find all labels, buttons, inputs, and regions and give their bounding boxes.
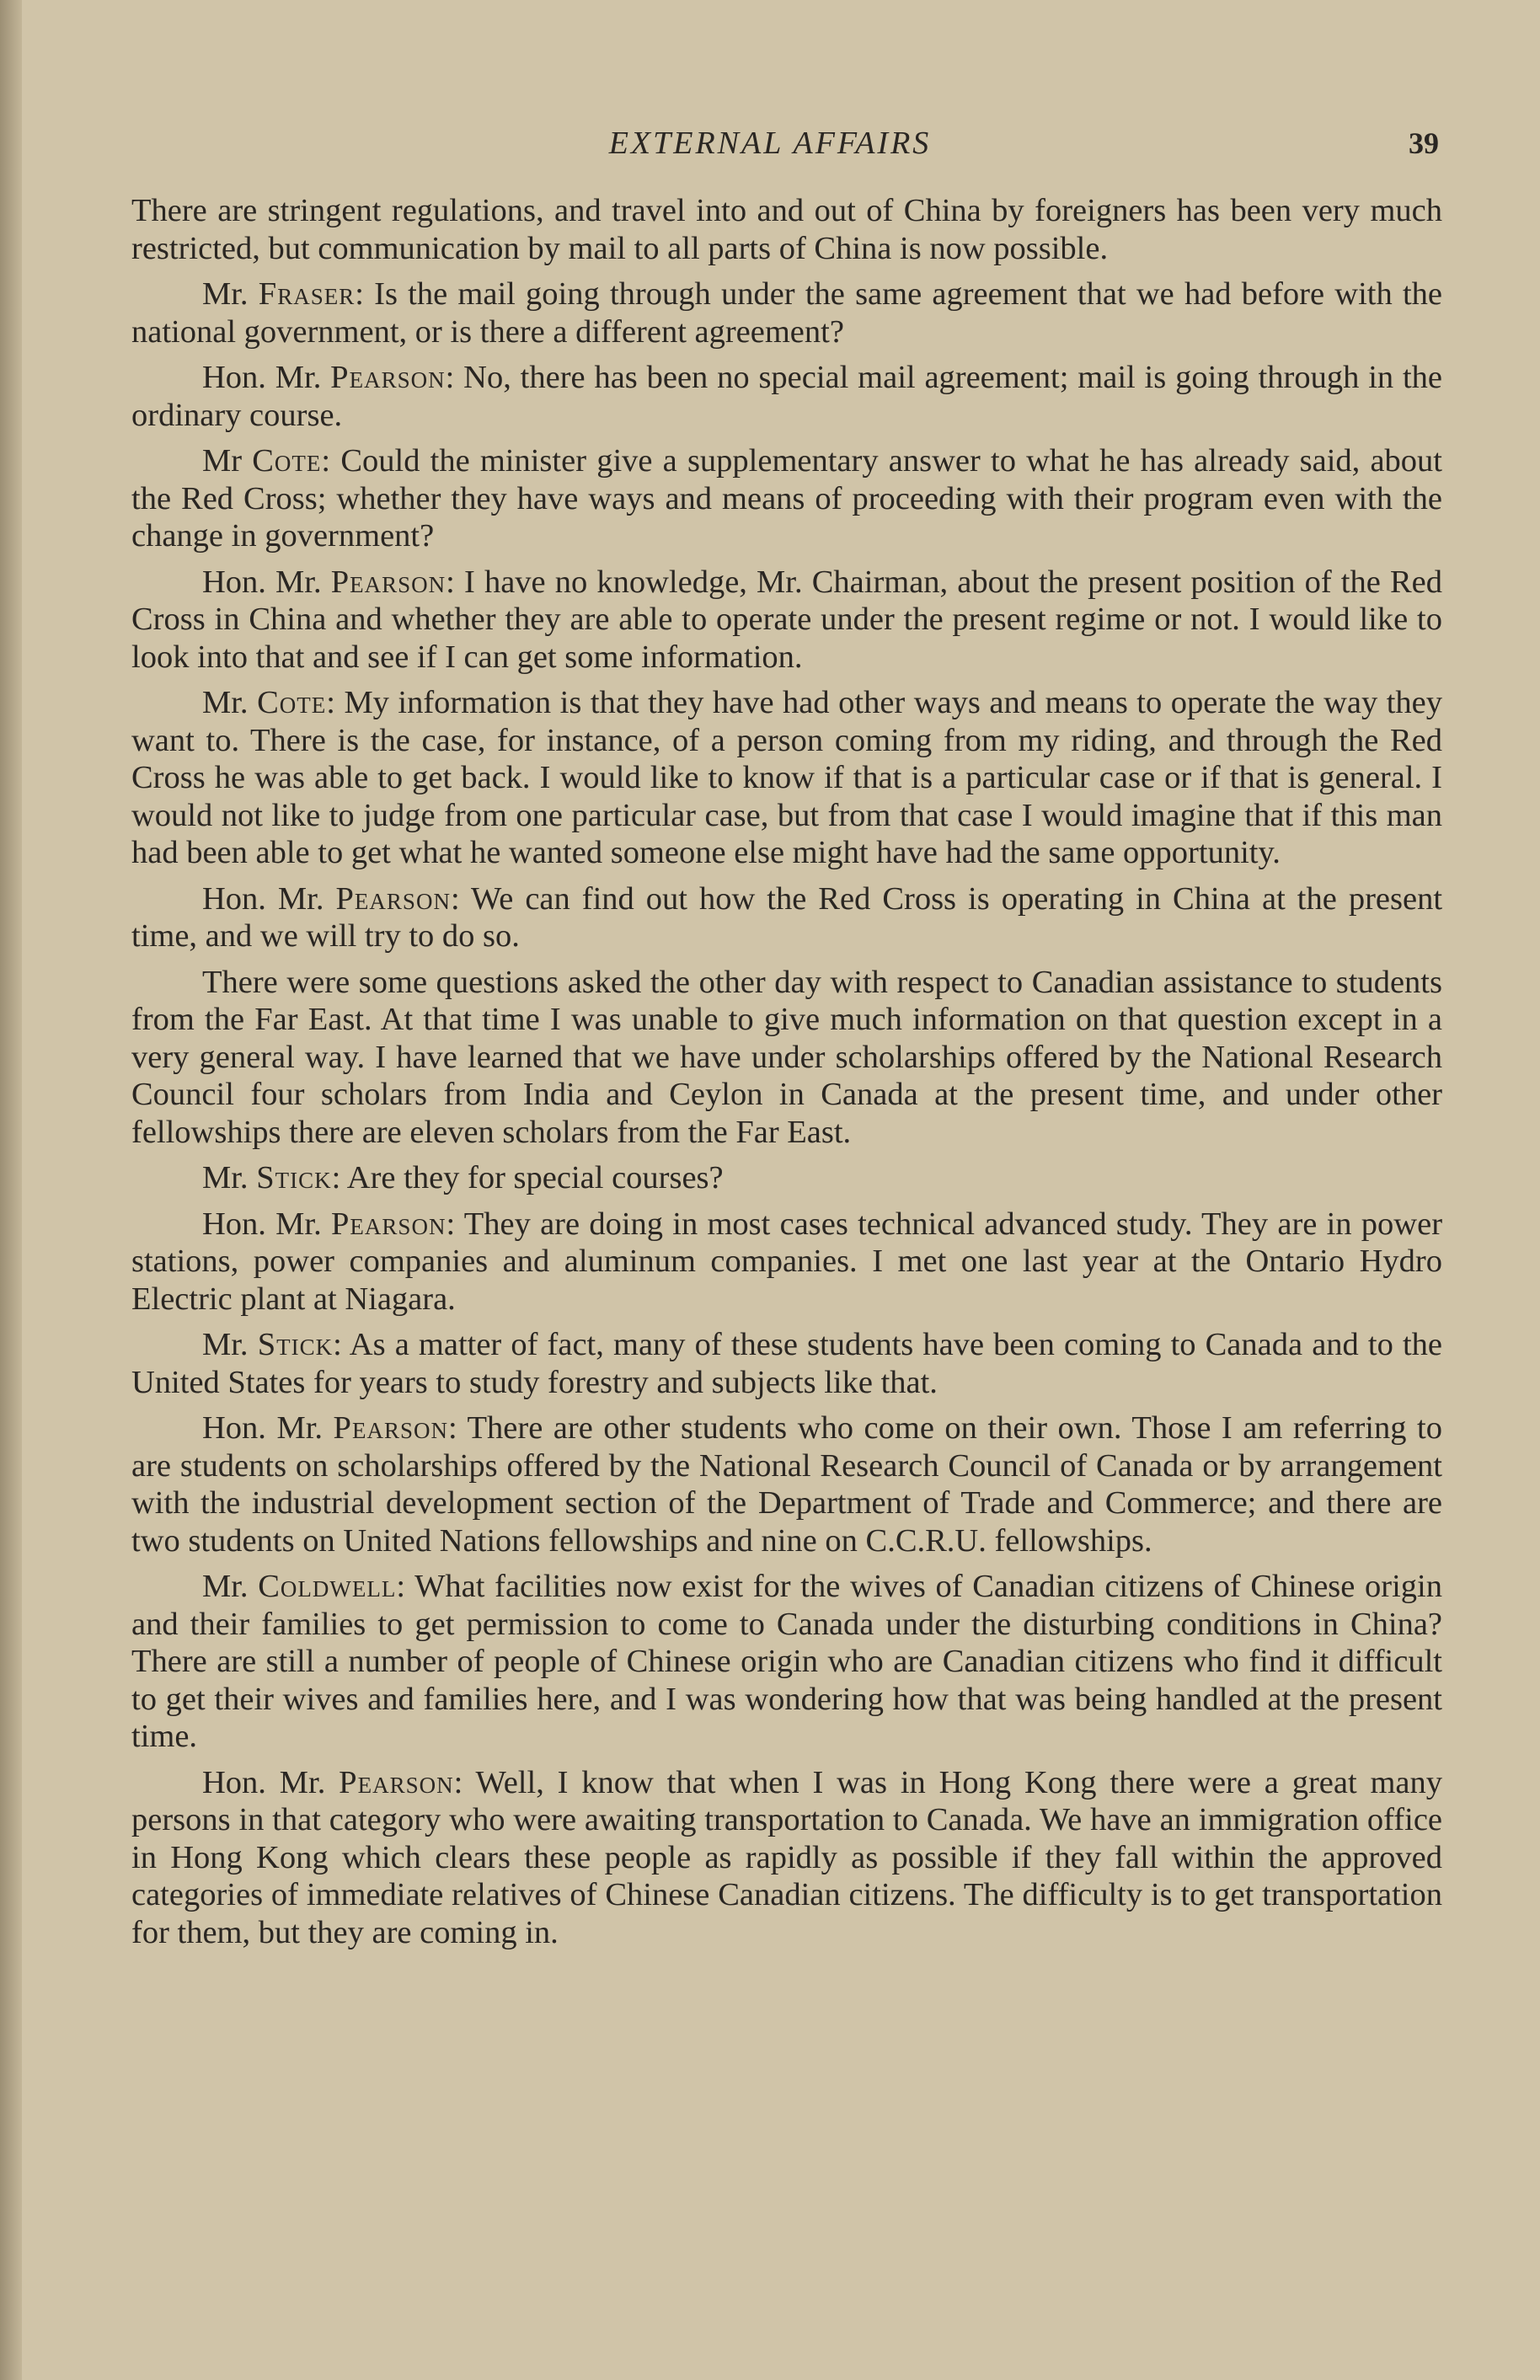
- paragraph: Hon. Mr. Pearson: Well, I know that when I was in Hong Kong there were a great many persons in that category who were awaiting transportation to Canada. We have an immigration office in Hong Kong which clears these people as rapidly as possible if they fall within the approved categories of immediate relatives of Chinese Canadian citizens. The difficulty is to get transportation for them, but they are coming in.: [131, 1764, 1443, 1950]
- paragraph-text: I have no knowledge, Mr. Chairman, about the present position of the Red Cross in China and whether they are able to operate under the present regime or not. I would like to look into that and see if I can get some information.: [131, 564, 1442, 675]
- speaker-title: Hon. Mr.: [202, 360, 322, 395]
- speaker-name: Pearson: [330, 564, 446, 600]
- speaker-title: Mr.: [202, 685, 249, 720]
- paragraph: Mr. Cote: My information is that they have had other ways and means to operate the way they want to. There is the case, for instance, of a person coming from my riding, and through the Red Cross he was able to get back. I would like to know if that is a particular case or if that is general. I would not like to judge from one particular case, but from that case I would imagine that if this man had been able to get what he wanted someone else might have had the same opportunity.: [131, 685, 1442, 870]
- speaker-title: Hon. Mr.: [202, 564, 322, 600]
- speaker-name: Pearson: [339, 1764, 454, 1800]
- paragraph: Hon. Mr. Pearson: We can find out how the Red Cross is operating in China at the present time, and we will try to do so.: [131, 880, 1443, 954]
- paragraph-text: Are they for special courses?: [346, 1160, 724, 1195]
- paragraph-text: Well, I know that when I was in Hong Kong there were a great many persons in that category who were awaiting transportation to Canada. We have an immigration office in Hong Kong which clears these people as rapidly as possible if they fall within the approved categories of immediate relatives of Chinese Canadian citizens. The difficulty is to get transportation for them, but they are coming in.: [131, 1764, 1443, 1950]
- paragraph-text: There were some questions asked the other day with respect to Canadian assistance to students from the Far East. At that time I was unable to give much information on that question except in a very general way. I have learned that we have under scholarships offered by the National Research Council four scholars from India and Ceylon in Canada at the present time, and under other fellowships there are eleven scholars from the Far East.: [131, 964, 1442, 1150]
- speaker-title: Mr.: [202, 1569, 249, 1604]
- paragraph-text: Is the mail going through under the same agreement that we had before with the national government, or is there a different agreement?: [131, 276, 1443, 350]
- speaker-title: Mr.: [202, 1327, 249, 1362]
- paragraph: [131, 964, 1442, 1152]
- paragraph: Mr. Stick: Are they for special courses?: [202, 1160, 724, 1195]
- speaker-name: Pearson: [333, 1410, 448, 1446]
- speaker-name: Pearson: [335, 880, 451, 917]
- page-body: [131, 192, 1442, 1960]
- paragraph-text: We can find out how the Red Cross is operating in China at the present time, and we will try to do so.: [131, 880, 1443, 954]
- speaker-name: Pearson: [330, 360, 446, 395]
- paragraph-text: My information is that they have had other ways and means to operate the way they want to. There is the case, for instance, of a person coming from my riding, and through the Red Cross he was able to get back. I would like to know if that is a particular case or if that is general. I would not like to judge from one particular case, but from that case I would imagine that if this man had been able to get what he wanted someone else might have had the same opportunity.: [131, 685, 1442, 870]
- speaker-title: Mr.: [202, 1160, 249, 1195]
- paragraph: Hon. Mr. Pearson: There are other students who come on their own. Those I am referring to are students on scholarships offered by the National Research Council of Canada or by arrangement with the industrial development section of the Department of Trade and Commerce; and there are two students on United Nations fellowships and nine on C.C.R.U. fellowships.: [131, 1410, 1442, 1559]
- speaker-name: Coldwell: [258, 1569, 397, 1604]
- paragraph: Mr. Coldwell: What facilities now exist for the wives of Canadian citizens of Chinese origin and their families to get permission to come to Canada under the disturbing conditions in China? There are still a number of people of Chinese origin who are Canadian citizens who find it difficult to get their wives and families here, and I was wondering how that was being handled at the present time.: [131, 1569, 1442, 1754]
- paragraph-text: They are doing in most cases technical advanced study. They are in power stations, power companies and aluminum companies. I met one last year at the Ontario Hydro Electric plant at Niagara.: [131, 1206, 1443, 1317]
- speaker-name: Pearson: [331, 1206, 446, 1242]
- paragraph-text: There are stringent regulations, and travel into and out of China by foreigners has been very much restricted, but communication by mail to all parts of China is now possible.: [131, 193, 1442, 266]
- speaker-name: Cote: [257, 685, 327, 720]
- speaker-title: Mr: [202, 443, 243, 479]
- paragraph: Mr Cote: Could the minister give a supplementary answer to what he has already said, about the Red Cross; whether they have ways and means of proceeding with their program even with the change in government?: [131, 443, 1442, 554]
- speaker-title: Hon. Mr.: [202, 880, 324, 917]
- paragraph: Hon. Mr. Pearson: They are doing in most cases technical advanced study. They are in power stations, power companies and aluminum companies. I met one last year at the Ontario Hydro Electric plant at Niagara.: [131, 1206, 1443, 1317]
- page-header: [0, 118, 1540, 168]
- paragraph-text: As a matter of fact, many of these students have been coming to Canada and to the United States for years to study forestry and subjects like that.: [131, 1327, 1443, 1400]
- speaker-name: Stick: [257, 1327, 334, 1362]
- paragraph: Hon. Mr. Pearson: I have no knowledge, Mr. Chairman, about the present position of the Red Cross in China and whether they are able to operate under the present regime or not. I would like to look into that and see if I can get some information.: [131, 564, 1442, 675]
- paragraph-text: Could the minister give a supplementary answer to what he has already said, about the Red Cross; whether they have ways and means of proceeding with their program even with the change in government?: [131, 443, 1442, 554]
- speaker-name: Cote: [252, 443, 322, 479]
- running-title: EXTERNAL AFFAIRS: [608, 126, 932, 161]
- paragraph: Mr. Stick: As a matter of fact, many of these students have been coming to Canada and to the United States for years to study forestry and subjects like that.: [131, 1327, 1443, 1400]
- speaker-name: Stick: [256, 1160, 332, 1195]
- speaker-title: Hon. Mr.: [202, 1764, 326, 1800]
- page-spine-shadow: [0, 0, 22, 2380]
- speaker-title: Hon. Mr.: [202, 1410, 324, 1446]
- paragraph-text: There are other students who come on their own. Those I am referring to are students on scholarships offered by the National Research Council of Canada or by arrangement with the industrial development section of the Department of Trade and Commerce; and there are two students on United Nations fellowships and nine on C.C.R.U. fellowships.: [131, 1410, 1442, 1559]
- paragraph-text: What facilities now exist for the wives of Canadian citizens of Chinese origin and their families to get permission to come to Canada under the disturbing conditions in China? There are still a number of people of Chinese origin who are Canadian citizens who find it difficult to get their wives and families here, and I was wondering how that was being handled at the present time.: [131, 1569, 1442, 1754]
- paragraph: [131, 192, 1442, 267]
- page-number: 39: [1409, 126, 1439, 160]
- speaker-title: Mr.: [202, 276, 249, 312]
- speaker-name: Fraser: [258, 276, 356, 312]
- speaker-title: Hon. Mr.: [202, 1206, 322, 1242]
- paragraph: Hon. Mr. Pearson: No, there has been no special mail agreement; mail is going through in the ordinary course.: [131, 360, 1443, 433]
- paragraph-text: No, there has been no special mail agreement; mail is going through in the ordinary course.: [131, 360, 1443, 433]
- paragraph: Mr. Fraser: Is the mail going through under the same agreement that we had before with the national government, or is there a different agreement?: [131, 276, 1443, 350]
